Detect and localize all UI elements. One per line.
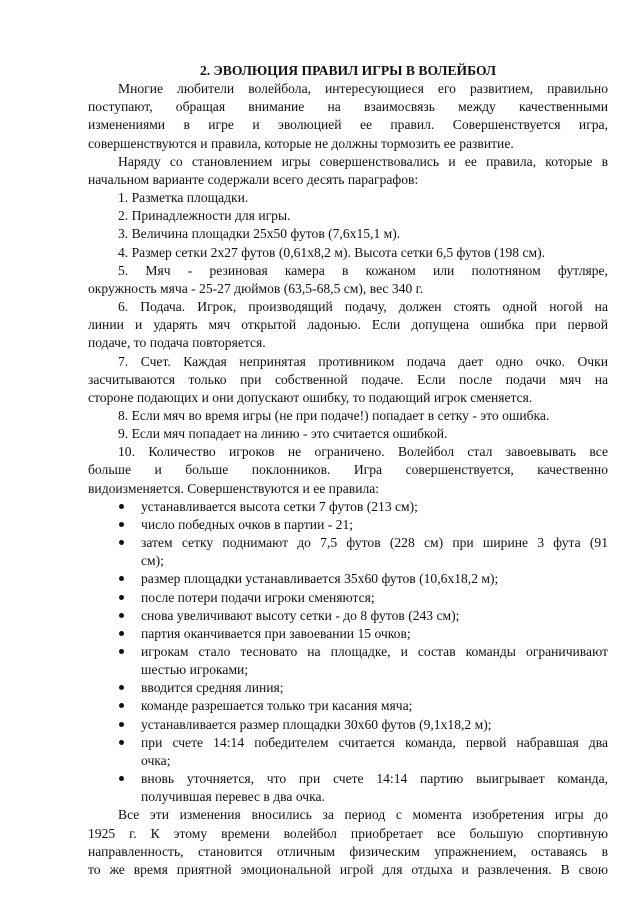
bullet-icon	[119, 631, 124, 636]
text-line: шестью игроками;	[141, 662, 249, 678]
intro-paragraph	[88, 80, 608, 153]
document-page	[88, 62, 608, 879]
text-line: Наряду со становлением игры совершенствовались и ее правила, которые в	[118, 153, 608, 169]
text-line: очка;	[141, 752, 171, 768]
rule-4: 4. Размер сетки 2х27 футов (0,61х8,2 м). Высота сетки 6,5 футов (198 см).	[118, 244, 546, 260]
text-line: направленность, становится отличным физическим упражнением, оставаясь в	[88, 843, 608, 859]
text-line: Все эти изменения вносились за период с момента изобретения игры до	[118, 807, 608, 823]
text-line: вводится средняя линия;	[141, 680, 284, 696]
bullet-icon	[119, 576, 124, 581]
list-item	[88, 679, 608, 697]
rule-changes-list	[88, 498, 608, 807]
text-line: стороне подающих и они допускают ошибку, то подающий игрок сменяется.	[88, 389, 533, 405]
text-line: при счете 14:14 победителем считается команда, первой набравшая два	[141, 734, 608, 750]
text-line: команде разрешается только три касания мяча;	[141, 698, 413, 714]
bullet-icon	[119, 703, 124, 708]
text-line: изменениями в игре и эволюцией ее правил. Совершенствуется игра,	[88, 117, 608, 133]
rules-intro-paragraph	[88, 153, 608, 189]
text-line: подаче, то подача повторяется.	[88, 335, 266, 351]
text-line: получившая перевес в два очка.	[141, 789, 325, 805]
rule-8: 8. Если мяч во время игры (не при подаче!) попадает в сетку - это ошибка.	[118, 407, 550, 423]
rule-2: 2. Принадлежности для игры.	[118, 208, 291, 224]
bullet-icon	[119, 540, 124, 545]
text-line: вновь уточняется, что при счете 14:14 партию выигрывает команда,	[141, 771, 608, 787]
text-line: Многие любители волейбола, интересующиеся его развитием, правильно	[118, 81, 608, 97]
text-line: затем сетку поднимают до 7,5 футов (228 см) при ширине 3 фута (91	[141, 535, 608, 551]
text-line: размер площадки устанавливается 35х60 футов (10,6х18,2 м);	[141, 571, 499, 587]
bullet-icon	[119, 613, 124, 618]
rule-5	[88, 262, 608, 298]
text-line: 7. Счет. Каждая непринятая противником подача дает одно очко. Очки	[118, 353, 608, 369]
list-item	[88, 697, 608, 715]
rule-1: 1. Разметка площадки.	[118, 190, 249, 206]
list-item	[88, 498, 608, 516]
list-item	[88, 734, 608, 770]
text-line: окружность мяча - 25-27 дюймов (63,5-68,5 см), вес 340 г.	[88, 280, 424, 296]
text-line: игрокам стало тесновато на площадке, и состав команды ограничивают	[141, 644, 608, 659]
text-line: то же время приятной эмоциональной игрой для отдыха и развлечения. В свою	[88, 861, 608, 877]
rule-3: 3. Величина площадки 25х50 футов (7,6х15,1 м).	[118, 226, 401, 242]
text-line: засчитываются только при собственной подаче. Если после подачи мяч на	[88, 371, 608, 387]
text-line: см);	[141, 553, 164, 569]
bullet-icon	[119, 595, 124, 600]
text-line: совершенствуются и правила, которые не должны тормозить ее развитие.	[88, 135, 514, 151]
text-line: партия оканчивается при завоевании 15 очков;	[141, 625, 411, 641]
text-line: число победных очков в партии - 21;	[141, 516, 354, 532]
bullet-icon	[119, 649, 124, 654]
section-title: 2. ЭВОЛЮЦИЯ ПРАВИЛ ИГРЫ В ВОЛЕЙБОЛ	[199, 63, 497, 78]
text-line: больше и больше поклонников. Игра совершенствуется, качественно	[88, 462, 608, 478]
list-item	[88, 570, 608, 588]
closing-paragraph	[88, 806, 608, 879]
rule-7	[88, 353, 608, 407]
list-item	[88, 516, 608, 534]
rule-6	[88, 298, 608, 352]
bullet-icon	[119, 685, 124, 690]
text-line: 1925 г. К этому времени волейбол приобретает все большую спортивную	[88, 825, 608, 841]
text-line: линии и ударять мяч открытой ладонью. Если допущена ошибка при первой	[88, 317, 608, 333]
bullet-icon	[119, 522, 124, 527]
list-item	[88, 770, 608, 806]
list-item	[88, 607, 608, 625]
text-line: 10. Количество игроков не ограничено. Волейбол стал завоевывать все	[118, 444, 608, 460]
bullet-icon	[119, 722, 124, 727]
bullet-icon	[119, 504, 124, 509]
list-item	[88, 643, 608, 679]
text-line: видоизменяется. Совершенствуются и ее правила:	[88, 480, 380, 496]
text-line: начальном варианте содержали всего десять параграфов:	[88, 171, 419, 187]
list-item	[88, 534, 608, 570]
text-line: после потери подачи игроки сменяются;	[141, 589, 375, 605]
bullet-icon	[119, 740, 124, 745]
list-item	[88, 625, 608, 643]
text-line: 6. Подача. Игрок, производящий подачу, должен стоять одной ногой на	[118, 299, 608, 315]
text-line: устанавливается высота сетки 7 футов (213 см);	[141, 498, 418, 514]
rule-9: 9. Если мяч попадает на линию - это считается ошибкой.	[118, 426, 448, 442]
rule-10	[88, 443, 608, 497]
list-item	[88, 589, 608, 607]
list-item	[88, 716, 608, 734]
text-line: 5. Мяч - резиновая камера в кожаном или полотняном футляре,	[118, 262, 608, 278]
text-line: поступают, обращая внимание на взаимосвязь между качественными	[88, 99, 608, 115]
bullet-icon	[119, 776, 124, 781]
text-line: снова увеличивают высоту сетки - до 8 футов (243 см);	[141, 607, 460, 623]
text-line: устанавливается размер площадки 30х60 футов (9,1х18,2 м);	[141, 716, 492, 732]
